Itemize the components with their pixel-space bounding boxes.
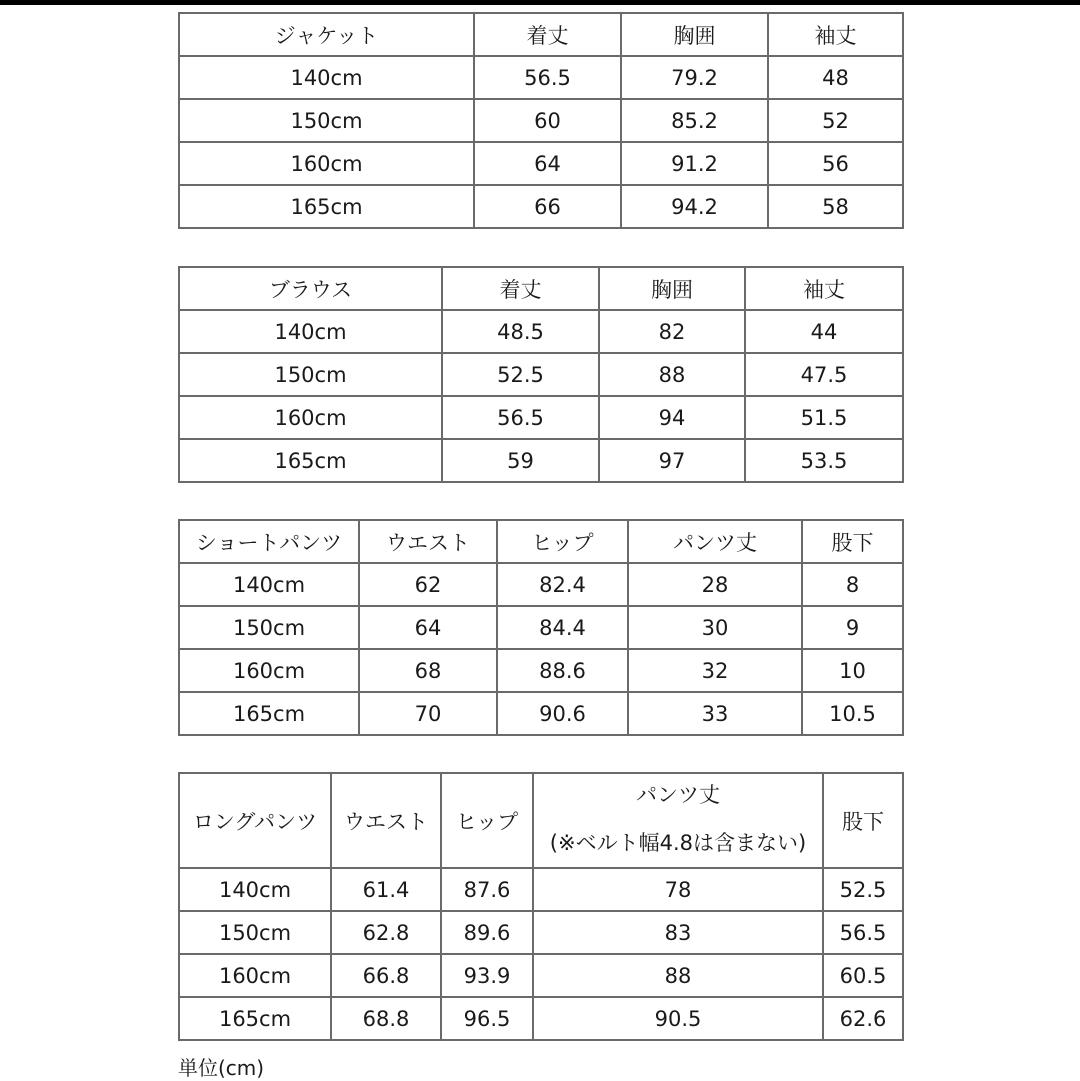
size-cell: 165cm [179,692,359,735]
table-row [179,396,903,439]
top-border-bar [0,0,1080,5]
value-cell: 94.2 [621,185,768,228]
size-cell: 150cm [179,606,359,649]
value-cell: 28 [628,563,802,606]
header-cell: ショートパンツ [179,520,359,563]
value-cell: 62 [359,563,497,606]
value-cell: 44 [745,310,903,353]
table-header-row [179,13,903,56]
table-row [179,310,903,353]
value-cell: 60.5 [823,954,903,997]
header-cell: ウエスト [331,773,441,868]
header-cell: 股下 [802,520,903,563]
belt-width-note: (※ベルト幅4.8は含まない) [549,830,807,855]
value-cell: 91.2 [621,142,768,185]
value-cell: 10.5 [802,692,903,735]
value-cell: 90.5 [533,997,823,1040]
size-cell: 165cm [179,185,474,228]
value-cell: 96.5 [441,997,533,1040]
header-cell: ジャケット [179,13,474,56]
value-cell: 82.4 [497,563,628,606]
long-pants-size-table [178,772,904,1041]
header-cell: 袖丈 [768,13,903,56]
size-cell: 150cm [179,99,474,142]
value-cell: 48.5 [442,310,599,353]
value-cell: 68 [359,649,497,692]
table-row [179,911,903,954]
size-cell: 140cm [179,56,474,99]
value-cell: 66 [474,185,621,228]
value-cell: 97 [599,439,745,482]
header-cell: 袖丈 [745,267,903,310]
value-cell: 52.5 [442,353,599,396]
size-cell: 140cm [179,563,359,606]
table-row [179,439,903,482]
value-cell: 88 [599,353,745,396]
value-cell: 59 [442,439,599,482]
short-pants-size-table [178,519,904,736]
value-cell: 32 [628,649,802,692]
value-cell: 56.5 [442,396,599,439]
value-cell: 88.6 [497,649,628,692]
value-cell: 53.5 [745,439,903,482]
value-cell: 30 [628,606,802,649]
value-cell: 83 [533,911,823,954]
value-cell: 56 [768,142,903,185]
value-cell: 62.6 [823,997,903,1040]
unit-note: 単位(cm) [178,1056,265,1080]
value-cell: 51.5 [745,396,903,439]
table-row [179,997,903,1040]
value-cell: 10 [802,649,903,692]
header-cell: 着丈 [474,13,621,56]
table-row [179,649,903,692]
table-row [179,606,903,649]
table-row [179,56,903,99]
size-cell: 165cm [179,439,442,482]
value-cell: 64 [359,606,497,649]
table-row [179,185,903,228]
value-cell: 48 [768,56,903,99]
header-cell: ヒップ [497,520,628,563]
size-cell: 160cm [179,396,442,439]
header-cell: 胸囲 [621,13,768,56]
size-cell: 150cm [179,353,442,396]
value-cell: 9 [802,606,903,649]
table-header-row [179,267,903,310]
table-header-row [179,520,903,563]
header-cell: ヒップ [441,773,533,868]
table-row [179,692,903,735]
header-cell: 胸囲 [599,267,745,310]
size-cell: 160cm [179,142,474,185]
size-cell: 165cm [179,997,331,1040]
value-cell: 52 [768,99,903,142]
value-cell: 8 [802,563,903,606]
value-cell: 88 [533,954,823,997]
size-cell: 140cm [179,310,442,353]
size-cell: 160cm [179,954,331,997]
value-cell: 82 [599,310,745,353]
value-cell: 47.5 [745,353,903,396]
jacket-size-table [178,12,904,229]
header-cell: パンツ丈 [628,520,802,563]
value-cell: 56.5 [823,911,903,954]
value-cell: 60 [474,99,621,142]
table-row [179,353,903,396]
header-cell: 股下 [823,773,903,868]
value-cell: 70 [359,692,497,735]
value-cell: 68.8 [331,997,441,1040]
table-row [179,954,903,997]
header-cell: ブラウス [179,267,442,310]
value-cell: 85.2 [621,99,768,142]
size-cell: 140cm [179,868,331,911]
header-label: パンツ丈 [636,782,720,807]
value-cell: 87.6 [441,868,533,911]
blouse-size-table [178,266,904,483]
table-row [179,563,903,606]
value-cell: 94 [599,396,745,439]
value-cell: 93.9 [441,954,533,997]
value-cell: 64 [474,142,621,185]
value-cell: 90.6 [497,692,628,735]
header-cell: ロングパンツ [179,773,331,868]
header-cell-pants-length [533,773,823,868]
value-cell: 62.8 [331,911,441,954]
value-cell: 58 [768,185,903,228]
table-row [179,868,903,911]
value-cell: 79.2 [621,56,768,99]
header-cell: 着丈 [442,267,599,310]
value-cell: 78 [533,868,823,911]
value-cell: 61.4 [331,868,441,911]
value-cell: 84.4 [497,606,628,649]
size-cell: 160cm [179,649,359,692]
value-cell: 66.8 [331,954,441,997]
value-cell: 52.5 [823,868,903,911]
header-cell: ウエスト [359,520,497,563]
value-cell: 33 [628,692,802,735]
value-cell: 89.6 [441,911,533,954]
table-row [179,142,903,185]
size-cell: 150cm [179,911,331,954]
table-row [179,99,903,142]
table-header-row [179,773,903,868]
value-cell: 56.5 [474,56,621,99]
